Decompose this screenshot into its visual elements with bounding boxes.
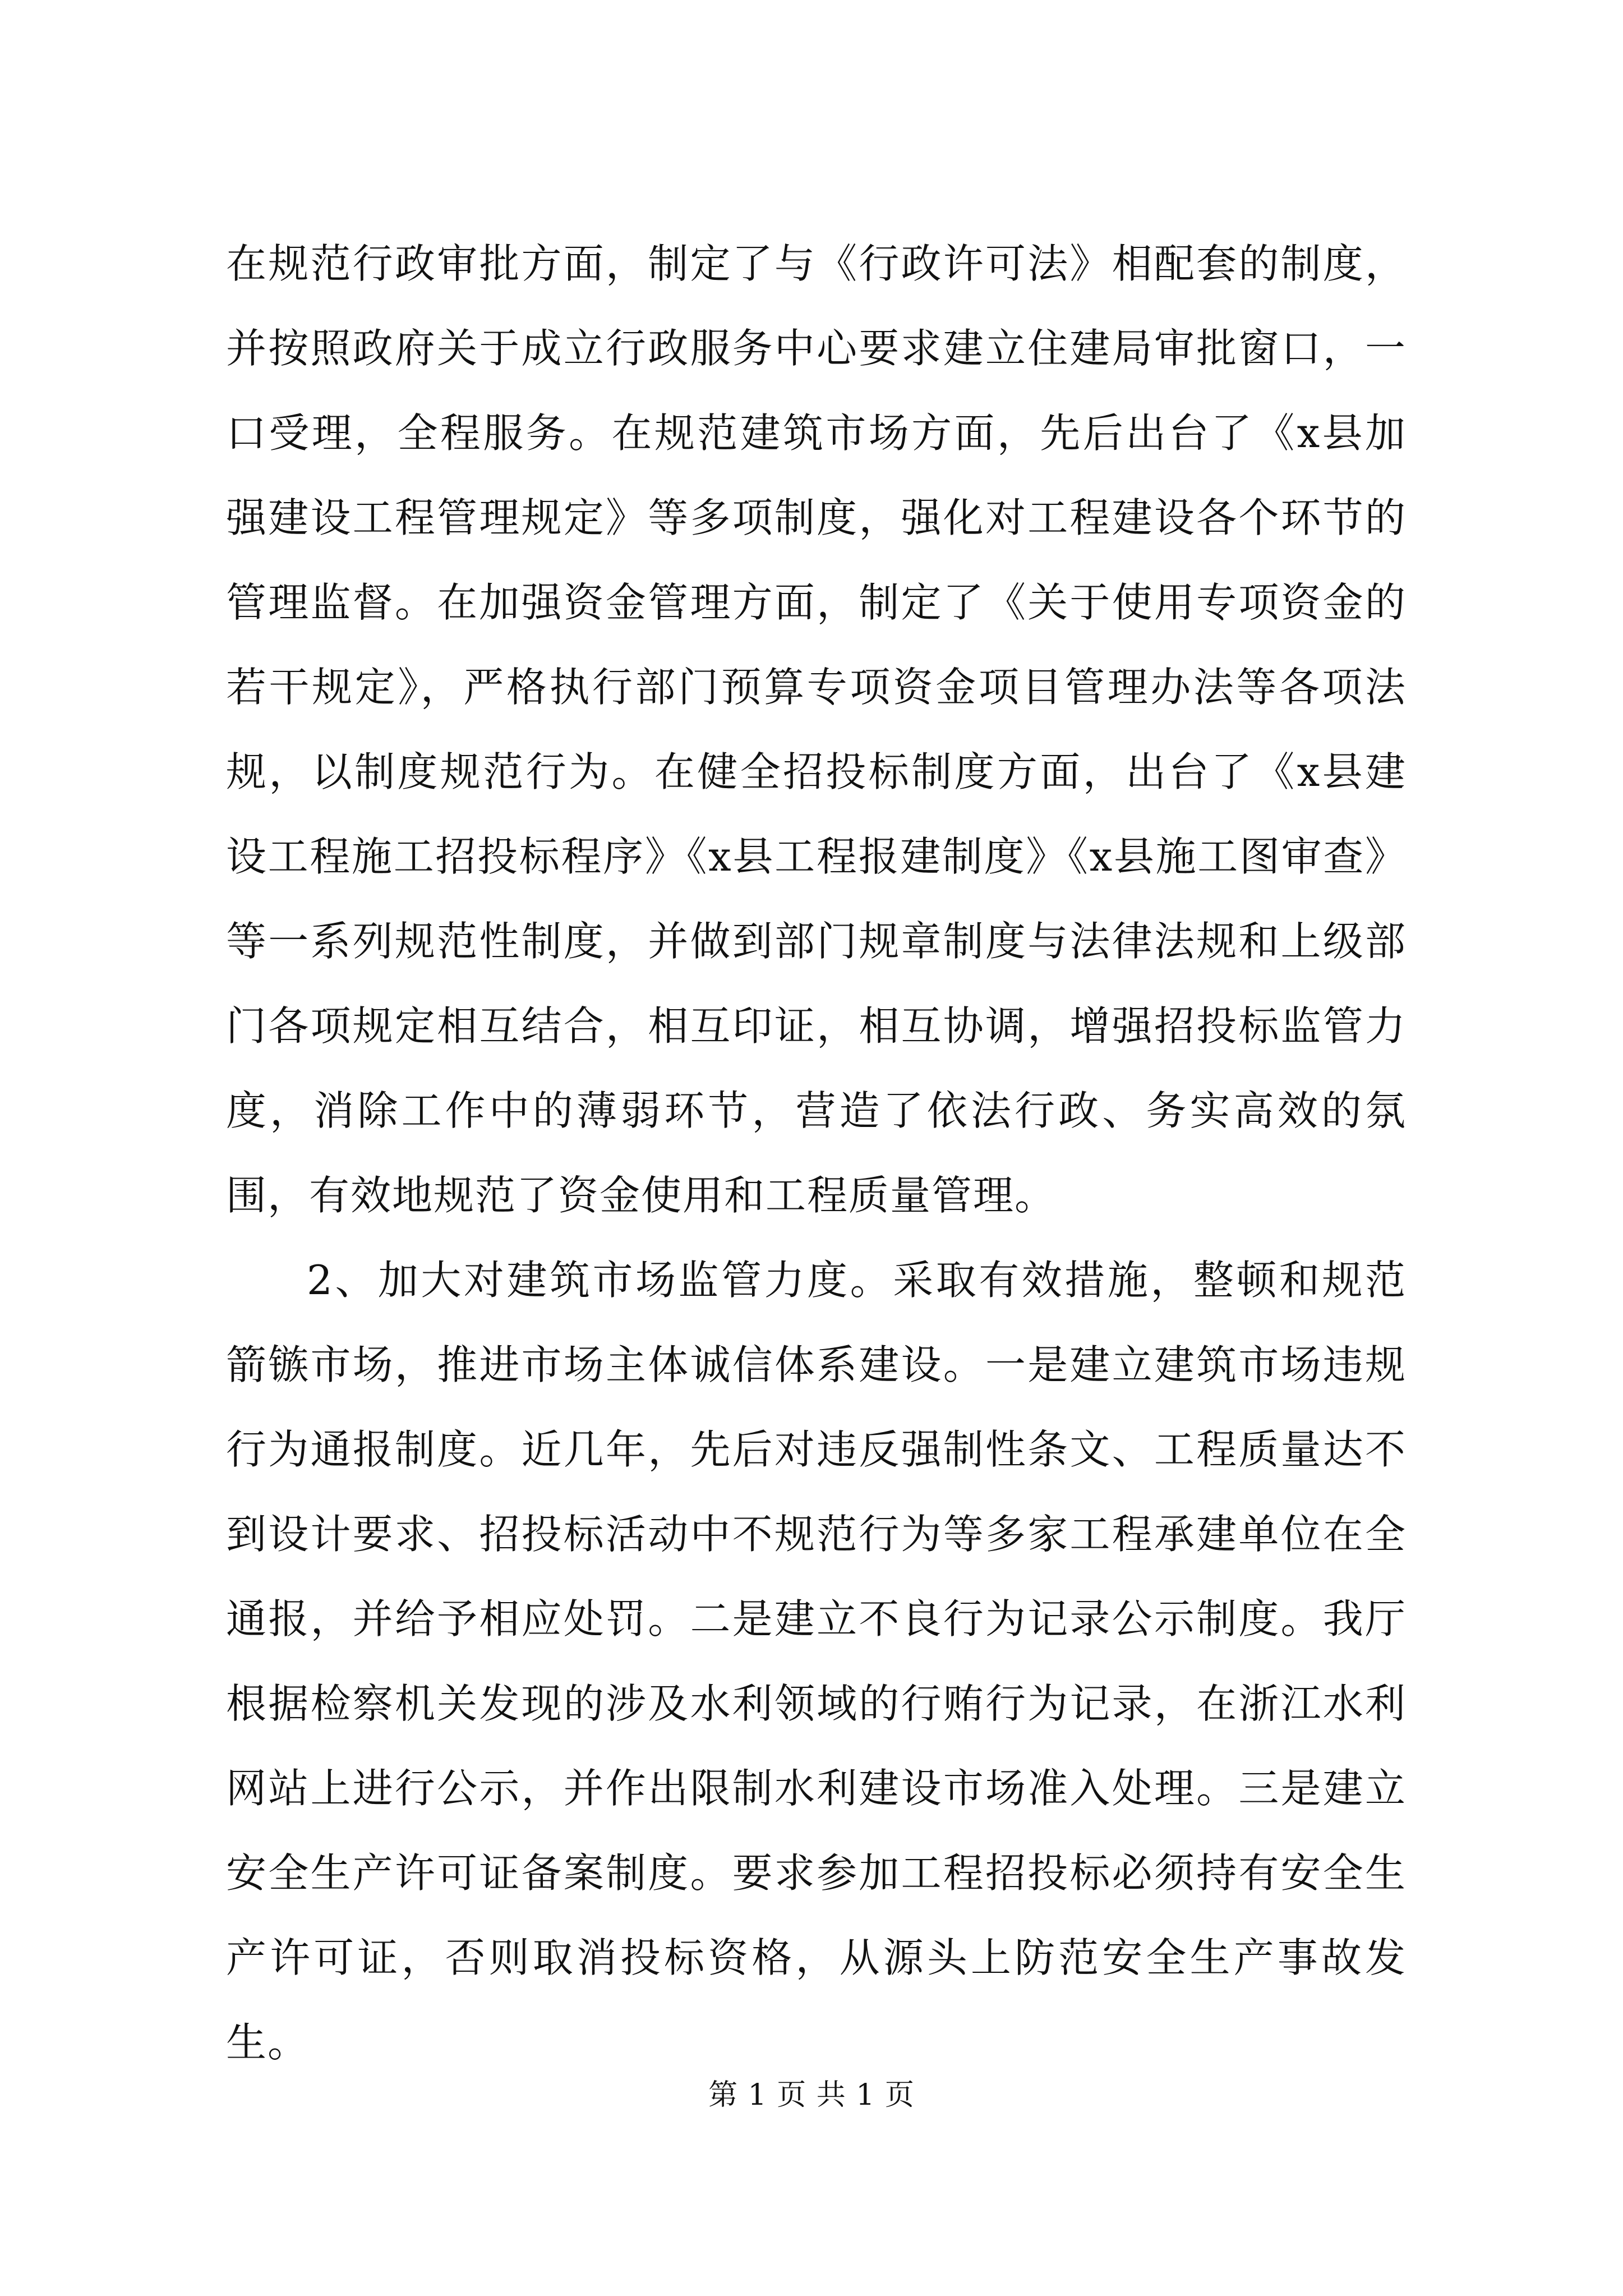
paragraph-2: 2、加大对建筑市场监管力度。采取有效措施，整顿和规范箭镞市场，推进市场主体诚信体系建设。一是建立建筑市场违规行为通报制度。近几年，先后对违反强制性条文、工程质量达不到设计要求、招投标活动中不规范行为等多家工程承建单位在全通报，并给予相应处罚。二是建立不良行为记录公示制度。我厅根据检察机关发现的涉及水利领域的行贿行为记录，在浙江水利网站上进行公示，并作出限制水利建设市场准入处理。三是建立安全生产许可证备案制度。要求参加工程招投标必须持有安全生产许可证，否则取消投标资格，从源头上防范安全生产事故发生。 bbox=[226, 1257, 1407, 2066]
page-footer: 第 1 页 共 1 页 bbox=[708, 2078, 915, 2112]
document-body bbox=[226, 222, 1407, 2085]
paragraph-1: 在规范行政审批方面，制定了与《行政许可法》相配套的制度，并按照政府关于成立行政服务中心要求建立住建局审批窗口，一口受理，全程服务。在规范建筑市场方面，先后出台了《x县加强建设工程管理规定》等多项制度，强化对工程建设各个环节的管理监督。在加强资金管理方面，制定了《关于使用专项资金的若干规定》，严格执行部门预算专项资金项目管理办法等各项法规，以制度规范行为。在健全招投标制度方面，出台了《x县建设工程施工招投标程序》《x县工程报建制度》《x县施工图审查》等一系列规范性制度，并做到部门规章制度与法律法规和上级部门各项规定相互结合，相互印证，相互协调，增强招投标监管力度，消除工作中的薄弱环节，营造了依法行政、务实高效的氛围，有效地规范了资金使用和工程质量管理。 bbox=[226, 240, 1407, 1219]
